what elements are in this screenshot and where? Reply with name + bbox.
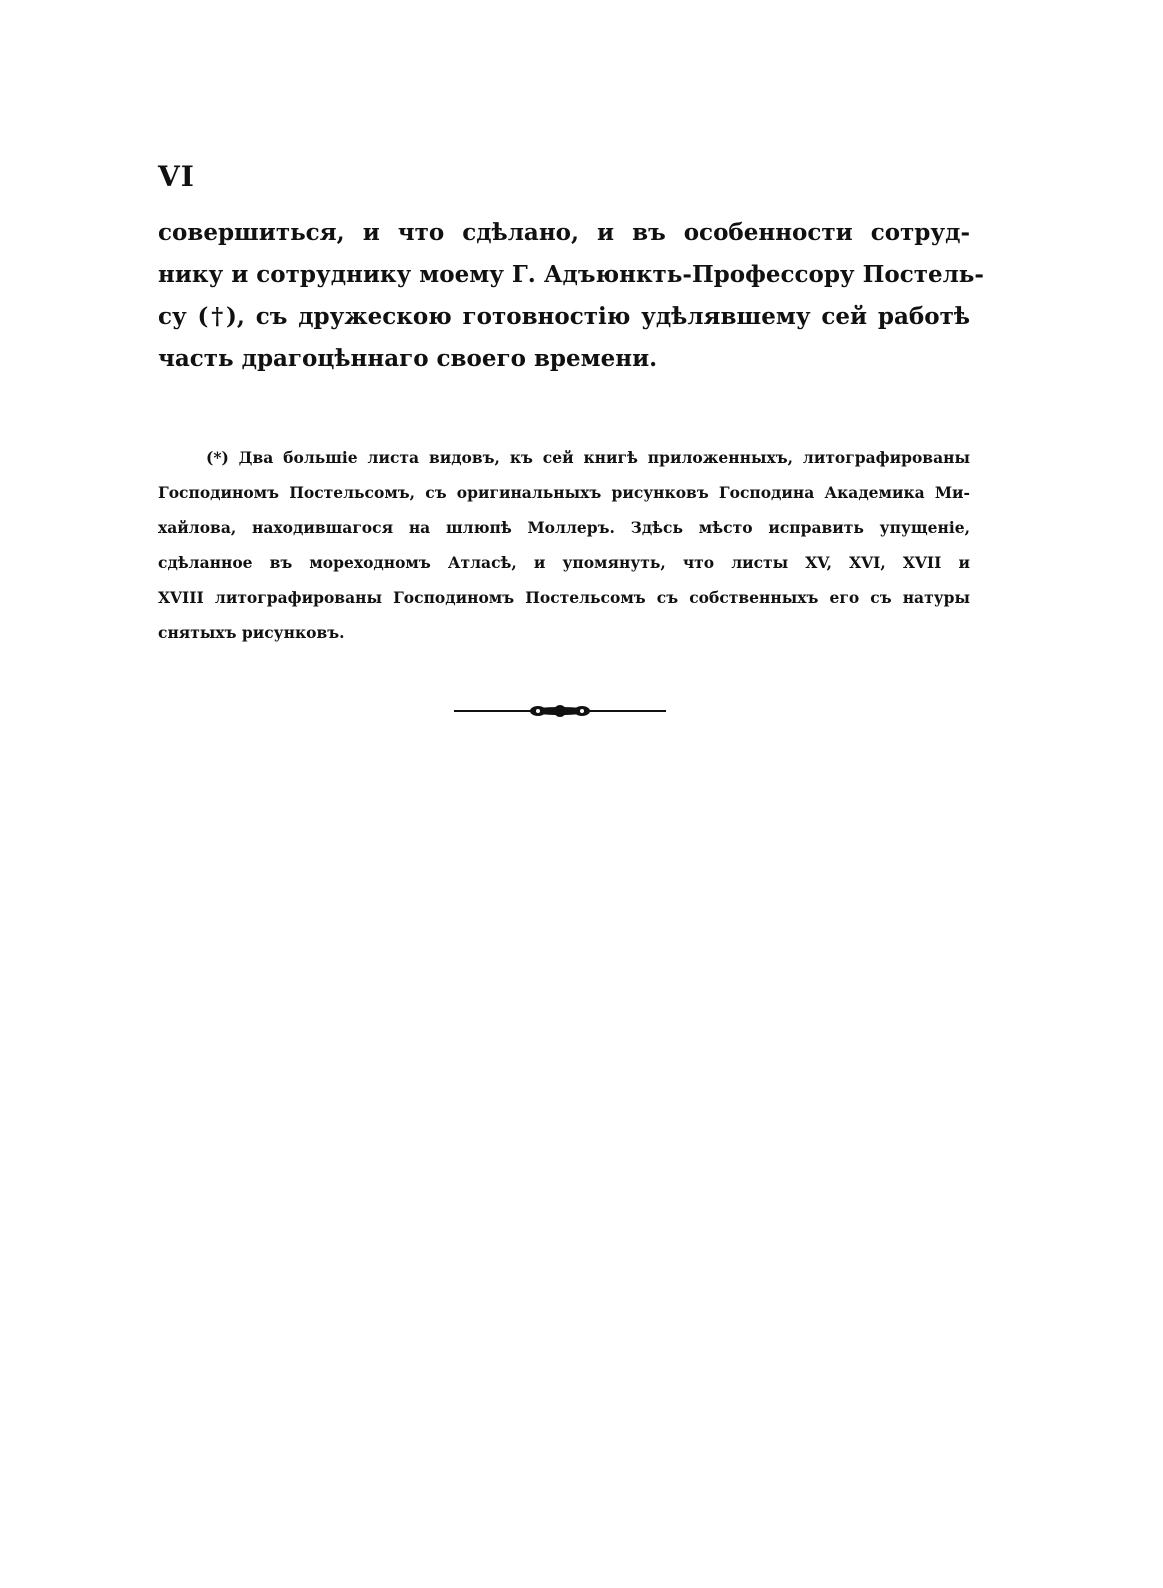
- footnote-line: XVIII литографированы Господиномъ Постельсомъ съ собственныхъ его съ натуры: [158, 588, 970, 607]
- decorative-rule-ornament-icon: [450, 698, 670, 722]
- footnote-line: (*) Два большіе листа видовъ, къ сей книгѣ приложенныхъ, литографированы: [206, 448, 970, 467]
- main-line: су (†), съ дружескою готовностію удѣлявшему сей работѣ: [158, 303, 970, 330]
- footnote-line: сдѣланное въ мореходномъ Атласѣ, и упомянуть, что листы XV, XVI, XVII и: [158, 553, 970, 572]
- footnote: [158, 440, 970, 650]
- footnote-line: Господиномъ Постельсомъ, съ оригинальныхъ рисунковъ Господина Академика Ми-: [158, 483, 970, 502]
- main-line: совершиться, и что сдѣлано, и въ особенности сотруд-: [158, 219, 970, 246]
- main-line: нику и сотруднику моему Г. Адъюнкть-Профессору Постель-: [158, 261, 984, 288]
- main-line: часть драгоцѣннаго своего времени.: [158, 345, 658, 372]
- page-number: VI: [158, 160, 195, 193]
- footnote-line: снятыхъ рисунковъ.: [158, 623, 345, 642]
- main-paragraph: [158, 212, 984, 380]
- footnote-line: хайлова, находившагося на шлюпѣ Моллеръ. Здѣсь мѣсто исправить упущеніе,: [158, 518, 970, 537]
